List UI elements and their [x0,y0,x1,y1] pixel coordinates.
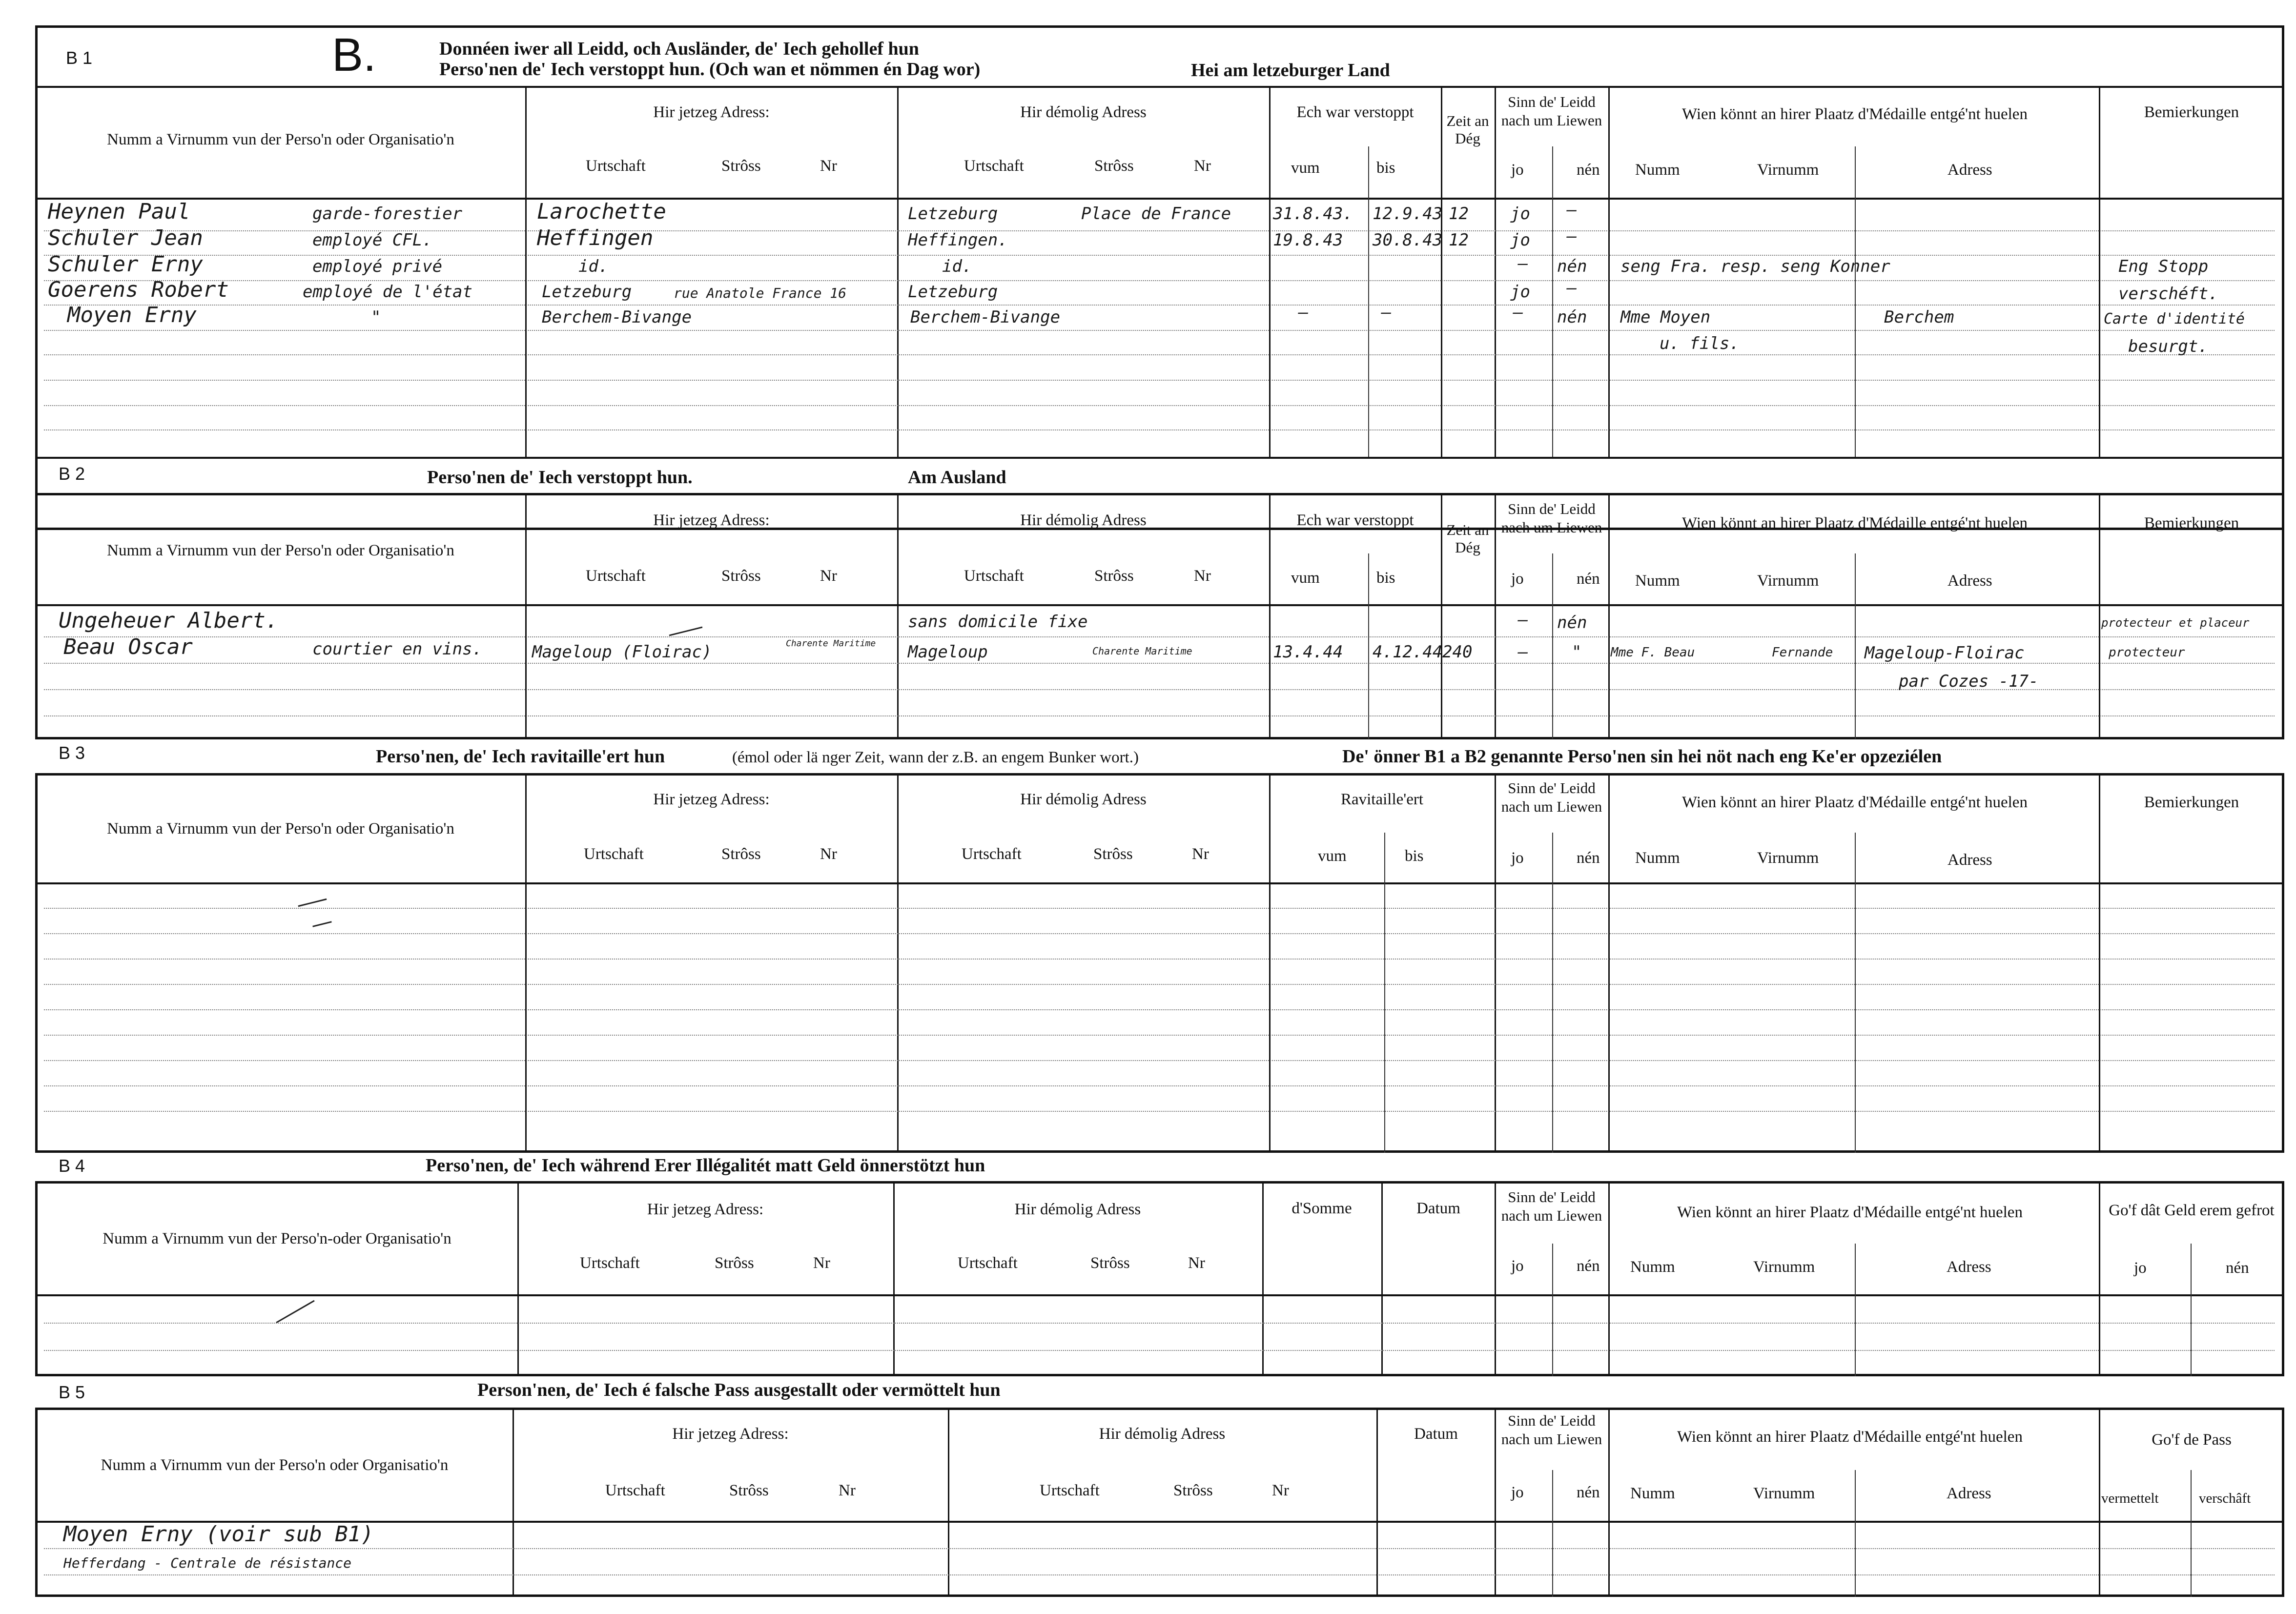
b3-header-alive: Sinn de' Leidd nach um Liewen [1501,779,1602,815]
b2-row-1-name: Ungeheuer Albert. [59,608,279,633]
b5-header-nen: nén [1577,1484,1600,1501]
b5-header-old-place: Urtschaft [1040,1482,1100,1499]
b5-row-1-name: Moyen Erny (voir sub B1) [63,1522,374,1547]
b4-header-m-name: Numm [1630,1258,1675,1276]
b5-header-old-nr: Nr [1272,1482,1289,1499]
b1-row-2-name: Schuler Jean [48,225,203,250]
b1-row-3-old-place: id. [942,257,972,276]
b2-row-1-jo: — [1518,610,1528,630]
b2-row-2-medal-first: Fernande [1772,645,1833,660]
b1-header-to: bis [1376,159,1395,177]
b2-header-cur-nr: Nr [820,567,837,585]
b1-row-2-to: 30.8.43 [1373,230,1443,250]
b1-title-region: Hei am letzeburger Land [1191,60,1390,81]
b1-header-m-first: Virnumm [1757,161,1819,179]
b5-header-old-addr: Hir démolig Adress [1099,1425,1226,1443]
b1-title-line1: Donnéen iwer all Leidd, och Ausländer, de' Iech gehollef hun [439,39,919,59]
b1-row-3-cur-place: id. [578,257,609,276]
b4-header-person: Numm a Virnumm vun der Perso'n-oder Organisatio'n [102,1230,451,1247]
b1-row-2-from: 19.8.43 [1273,230,1343,250]
b1-header-old-street: Strôss [1094,157,1134,175]
b2-row-2-old-region: Charente Maritime [1092,645,1192,657]
b3-header-nen: nén [1577,849,1600,867]
b1-header-cur-place: Urtschaft [586,157,646,175]
section-code-b1: B 1 [66,48,93,68]
b1-header-cur-street: Strôss [721,157,761,175]
b2-row-2-from: 13.4.44 [1273,642,1343,662]
b1-header-nen: nén [1577,161,1600,179]
b2-row-2-cur-place: Mageloup (Floirac) [532,642,712,662]
b1-row-5-nen: nén [1557,307,1587,327]
b5-header-old-street: Strôss [1173,1482,1213,1499]
b2-header-old-place: Urtschaft [964,567,1024,585]
b3-header-person: Numm a Virnumm vun der Perso'n oder Organisatio'n [107,820,454,838]
b1-header-person: Numm a Virnumm vun der Perso'n oder Organisatio'n [107,131,454,148]
b3-header-m-first: Virnumm [1757,849,1819,867]
b2-row-1-remark: protecteur et placeur [2101,616,2250,630]
b2-header-days: Zeit an Dég [1446,521,1489,556]
b3-header-cur-place: Urtschaft [584,845,644,863]
section-code-b4: B 4 [59,1156,85,1176]
b1-row-3-role: employé privé [312,257,443,276]
b2-header-jo: jo [1511,570,1524,588]
b1-row-4-cur-street: rue Anatole France 16 [674,285,847,301]
b1-header-alive: Sinn de' Leidd nach um Liewen [1501,93,1602,129]
b1-row-5-old-place: Berchem-Bivange [910,307,1061,327]
b1-row-2-nen: — [1567,226,1577,246]
b1-row-1-cur-place: Larochette [537,199,666,224]
b1-header-old-addr: Hir démolig Adress [1020,103,1147,121]
b1-row-1-name: Heynen Paul [48,199,190,224]
b5-title: Person'nen, de' Iech é falsche Pass ausgestallt oder vermöttelt hun [477,1380,1001,1400]
b4-header-jo: jo [1511,1257,1524,1275]
b1-row-1-old-place: Letzeburg [908,204,998,224]
section-code-b5: B 5 [59,1382,85,1402]
section-code-b2: B 2 [59,464,85,484]
b1-header-from: vum [1291,159,1320,177]
b2-header-old-nr: Nr [1194,567,1211,585]
b1-row-6-medal-name: u. fils. [1660,334,1740,353]
b4-header-old-nr: Nr [1188,1254,1205,1272]
b1-row-1-days: 12 [1449,204,1469,224]
b2-row-2-old-place: Mageloup [908,642,988,662]
b5-header-jo: jo [1511,1484,1524,1501]
b2-header-remarks: Bemierkungen [2144,514,2239,532]
b5-header-pass-b: verschâft [2199,1491,2251,1506]
b2-header-nen: nén [1577,570,1600,588]
b2-header-m-name: Numm [1635,572,1680,590]
section-code-b3: B 3 [59,743,85,763]
b4-header-refund-no: nén [2226,1259,2249,1277]
b1-row-4-jo: jo [1510,282,1530,302]
b1-row-5-cur-place: Berchem-Bivange [542,307,692,327]
b1-row-5-remark: Carte d'identité [2104,310,2245,327]
b4-header-cur-street: Strôss [715,1254,754,1272]
b1-row-2-role: employé CFL. [312,230,432,250]
b5-header-person: Numm a Virnumm vun der Perso'n oder Organisatio'n [101,1456,449,1474]
section-letter: B. [332,29,376,81]
b1-row-5-medal-name: Mme Moyen [1620,307,1711,327]
b1-row-1-old-street: Place de France [1081,204,1231,224]
b2-title-region: Am Ausland [908,467,1006,488]
b2-row-2-name: Beau Oscar [63,634,193,659]
b2-row-2-role: courtier en vins. [312,639,482,659]
b1-row-4-old-place: Letzeburg [908,282,998,302]
b2-row-2-medal-name: Mme F. Beau [1611,645,1695,660]
b1-row-3-jo: — [1518,254,1528,273]
b4-header-m-addr: Adress [1947,1258,1991,1276]
b2-row-1-nen: nén [1557,613,1587,633]
b1-header-cur-addr: Hir jetzeg Adress: [653,103,770,121]
b3-header-to: bis [1405,847,1424,865]
b3-title: Perso'nen, de' Iech ravitaille'ert hun [376,746,665,767]
b1-row-5-medal-addr: Berchem [1884,307,1954,327]
b1-row-1-jo: jo [1510,204,1530,224]
b5-header-cur-street: Strôss [729,1482,769,1499]
b2-header-old-street: Strôss [1094,567,1134,585]
b4-header-nen: nén [1577,1257,1600,1275]
b4-header-cur-nr: Nr [813,1254,830,1272]
b2-row-2-medal-addr: Mageloup-Floirac [1865,643,2025,663]
b2-header-medal: Wien könnt an hirer Plaatz d'Médaille entgé'nt huelen [1682,514,2028,532]
b1-row-4-name: Goerens Robert [48,277,229,302]
b1-row-4-role: employé de l'état [303,282,472,302]
b3-header-old-place: Urtschaft [962,845,1022,863]
b1-row-3-medal-name: seng Fra. resp. seng Konner [1620,257,1890,276]
b1-row-2-cur-place: Heffingen [537,225,654,250]
b1-row-5-name: Moyen Erny [67,303,197,327]
b2-row-2-remark: protecteur [2109,645,2185,660]
b2-row-2-nen: " [1572,642,1582,662]
b5-row-2-name: Hefferdang - Centrale de résistance [63,1555,352,1571]
b1-header-m-name: Numm [1635,161,1680,179]
b1-row-4-remark: verschéft. [2118,284,2218,304]
b4-header-old-place: Urtschaft [958,1254,1018,1272]
b4-header-old-addr: Hir démolig Adress [1014,1201,1141,1218]
b5-header-m-first: Virnumm [1753,1485,1815,1502]
b2-header-to: bis [1376,569,1395,587]
b4-header-alive: Sinn de' Leidd nach um Liewen [1501,1188,1602,1224]
b1-row-5-from: — [1298,303,1309,322]
b2-title: Perso'nen de' Iech verstoppt hun. [427,467,693,488]
b2-header-cur-street: Strôss [721,567,761,585]
b5-header-cur-nr: Nr [839,1482,856,1499]
b1-header-jo: jo [1511,161,1524,179]
b2-header-m-addr: Adress [1948,572,1992,590]
b1-row-5-role: " [371,307,381,327]
b2-row-3-medal-addr: par Cozes -17- [1899,672,2039,691]
b1-row-4-nen: — [1567,278,1577,298]
b2-row-2-to: 4.12.44 [1373,642,1443,662]
b3-header-cur-nr: Nr [820,845,837,863]
b2-header-hidden: Ech war verstoppt [1296,511,1414,529]
b1-header-m-addr: Adress [1948,161,1992,179]
b1-header-cur-nr: Nr [820,157,837,175]
b3-header-from: vum [1318,847,1347,865]
b1-row-2-jo: jo [1510,230,1530,250]
b4-header-date: Datum [1416,1200,1460,1217]
b4-header-refund-yes: jo [2134,1259,2147,1277]
b2-row-2-jo: — [1518,642,1528,662]
b2-header-alive: Sinn de' Leidd nach um Liewen [1501,500,1602,536]
b3-header-old-addr: Hir démolig Adress [1020,791,1147,808]
b3-header-cur-addr: Hir jetzeg Adress: [653,791,770,808]
b2-header-cur-addr: Hir jetzeg Adress: [653,511,770,529]
b1-row-3-remark: Eng Stopp [2118,257,2209,276]
b1-header-old-nr: Nr [1194,157,1211,175]
b3-header-period: Ravitaille'ert [1340,791,1424,808]
b1-header-remarks: Bemierkungen [2144,103,2239,121]
b5-header-date: Datum [1414,1425,1458,1443]
b1-row-1-to: 12.9.43 [1373,204,1443,224]
b2-header-m-first: Virnumm [1757,572,1819,590]
b2-header-old-addr: Hir démolig Adress [1020,511,1147,529]
b2-header-cur-place: Urtschaft [586,567,646,585]
b5-header-m-name: Numm [1630,1485,1675,1502]
b3-header-remarks: Bemierkungen [2144,794,2239,811]
b4-header-medal: Wien könnt an hirer Plaatz d'Médaille entgé'nt huelen [1677,1204,2023,1221]
b1-header-old-place: Urtschaft [964,157,1024,175]
b5-header-medal: Wien könnt an hirer Plaatz d'Médaille entgé'nt huelen [1677,1428,2023,1446]
b1-row-2-days: 12 [1449,230,1469,250]
b2-row-2-days: 240 [1442,642,1473,662]
b1-row-2-old-place: Heffingen. [908,230,1008,250]
b5-header-m-addr: Adress [1947,1485,1991,1502]
b2-row-1-old-place: sans domicile fixe [908,612,1088,632]
b4-header-m-first: Virnumm [1753,1258,1815,1276]
b1-header-hidden: Ech war verstoppt [1296,103,1414,121]
b3-header-m-addr: Adress [1948,851,1992,869]
b4-header-cur-addr: Hir jetzeg Adress: [647,1201,764,1218]
b2-header-person: Numm a Virnumm vun der Perso'n oder Organisatio'n [107,542,454,559]
b4-title: Perso'nen, de' Iech während Erer Illégalitét matt Geld önnerstötzt hun [426,1155,985,1176]
b4-header-cur-place: Urtschaft [580,1254,640,1272]
b3-header-old-nr: Nr [1192,845,1209,863]
b5-header-cur-place: Urtschaft [605,1482,665,1499]
section-b1-frame [35,25,2284,530]
b5-header-cur-addr: Hir jetzeg Adress: [672,1425,789,1443]
b1-row-5-to: — [1381,303,1392,322]
b1-row-1-role: garde-forestier [312,204,463,224]
b1-row-3-nen: nén [1557,257,1587,276]
b1-header-medal: Wien könnt an hirer Plaatz d'Médaille entgé'nt huelen [1682,105,2028,123]
b1-row-3-name: Schuler Erny [48,252,203,277]
b5-header-pass-a: vermettelt [2101,1491,2159,1506]
b1-row-5-jo: — [1513,303,1523,322]
b3-header-medal: Wien könnt an hirer Plaatz d'Médaille entgé'nt huelen [1682,794,2028,811]
b1-row-1-from: 31.8.43. [1273,204,1353,224]
b4-header-sum: d'Somme [1292,1200,1352,1217]
b2-row-2-cur-region: Charente Maritime [786,638,876,649]
b3-header-cur-street: Strôss [721,845,761,863]
b2-header-from: vum [1291,569,1320,587]
b4-header-refund: Go'f dât Geld erem gefrot [2109,1202,2275,1219]
b4-header-old-street: Strôss [1090,1254,1130,1272]
b1-row-1-nen: — [1567,200,1577,220]
b5-header-pass: Go'f de Pass [2152,1431,2232,1449]
b3-header-old-street: Strôss [1093,845,1133,863]
b3-header-jo: jo [1511,849,1524,867]
b3-title-tail: De' önner B1 a B2 genannte Perso'nen sin hei nöt nach eng Ke'er opzeziélen [1342,746,1942,767]
b5-header-alive: Sinn de' Leidd nach um Liewen [1501,1412,1602,1448]
b1-row-6-remark: besurgt. [2128,337,2208,356]
b1-row-4-cur-place: Letzeburg [542,282,632,302]
b1-header-days: Zeit an Dég [1446,112,1489,147]
b1-title-line2: Perso'nen de' Iech verstoppt hun. (Och wan et nömmen én Dag wor) [439,59,981,80]
b3-header-m-name: Numm [1635,849,1680,867]
b3-title-note: (émol oder lä nger Zeit, wann der z.B. an engem Bunker wort.) [732,749,1139,766]
